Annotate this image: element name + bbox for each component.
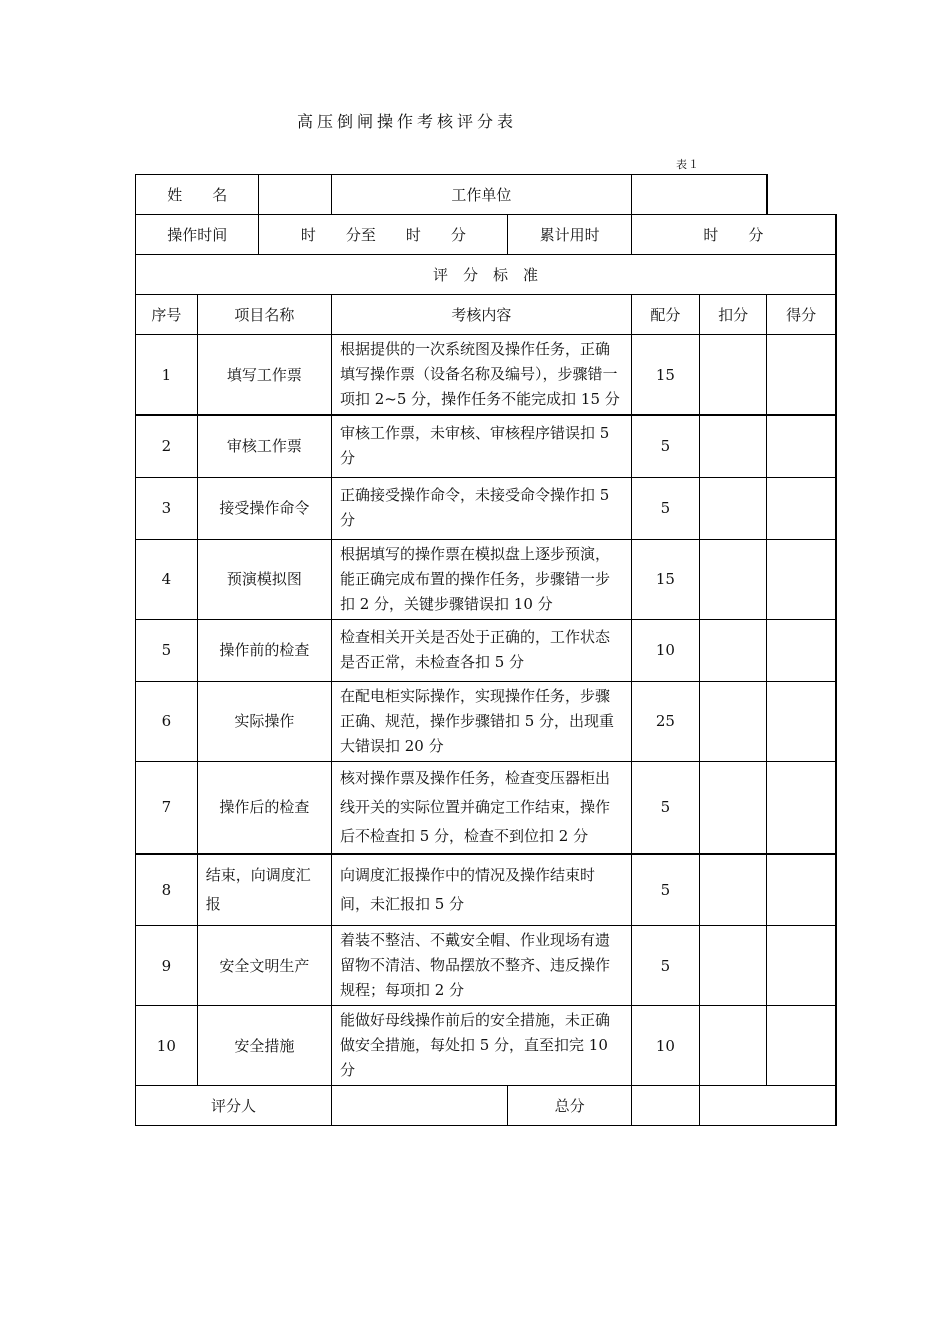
column-header-row bbox=[136, 295, 837, 335]
row-no: 2 bbox=[136, 415, 198, 477]
row-result[interactable] bbox=[767, 619, 836, 681]
row-score: 25 bbox=[631, 681, 699, 761]
unit-value-cell[interactable] bbox=[631, 175, 766, 215]
table-row bbox=[136, 1006, 837, 1086]
table-row bbox=[136, 415, 837, 477]
row-result[interactable] bbox=[767, 477, 836, 539]
row-item: 审核工作票 bbox=[197, 415, 331, 477]
table-row bbox=[136, 619, 837, 681]
row-deduct[interactable] bbox=[700, 1006, 767, 1086]
row-score: 5 bbox=[631, 477, 699, 539]
row-result[interactable] bbox=[767, 926, 836, 1006]
name-value-cell[interactable] bbox=[259, 175, 332, 215]
row-content: 审核工作票，未审核、审核程序错误扣 5 分 bbox=[331, 415, 631, 477]
row-result[interactable] bbox=[767, 539, 836, 619]
row-item: 操作前的检查 bbox=[197, 619, 331, 681]
row-score: 10 bbox=[631, 619, 699, 681]
row-content: 在配电柜实际操作，实现操作任务，步骤正确、规范，操作步骤错扣 5 分，出现重大错误扣 20 分 bbox=[331, 681, 631, 761]
row-content: 向调度汇报操作中的情况及操作结束时间，未汇报扣 5 分 bbox=[331, 854, 631, 926]
header-row-time bbox=[136, 215, 837, 255]
col-header-deduct: 扣分 bbox=[700, 295, 767, 335]
section-title-row bbox=[136, 255, 837, 295]
total-value-cell[interactable] bbox=[631, 1086, 699, 1126]
section-title: 评 分 标 准 bbox=[136, 255, 837, 295]
row-result[interactable] bbox=[767, 681, 836, 761]
total-label: 总分 bbox=[508, 1086, 631, 1126]
row-no: 9 bbox=[136, 926, 198, 1006]
op-time-value[interactable]: 时 分至 时 分 bbox=[259, 215, 508, 255]
document-number: 表１ bbox=[676, 158, 700, 171]
row-item: 操作后的检查 bbox=[197, 761, 331, 854]
row-no: 1 bbox=[136, 335, 198, 416]
row-item: 结束，向调度汇报 bbox=[197, 854, 331, 926]
footer-blank-cell[interactable] bbox=[700, 1086, 836, 1126]
row-item: 安全措施 bbox=[197, 1006, 331, 1086]
row-result[interactable] bbox=[767, 761, 836, 854]
row-deduct[interactable] bbox=[700, 761, 767, 854]
row-score: 15 bbox=[631, 335, 699, 416]
row-score: 5 bbox=[631, 926, 699, 1006]
col-header-item: 项目名称 bbox=[197, 295, 331, 335]
footer-row bbox=[136, 1086, 837, 1126]
scorer-label: 评分人 bbox=[136, 1086, 332, 1126]
row-deduct[interactable] bbox=[700, 415, 767, 477]
row-no: 7 bbox=[136, 761, 198, 854]
table-row bbox=[136, 854, 837, 926]
table-row bbox=[136, 681, 837, 761]
row-no: 8 bbox=[136, 854, 198, 926]
row-result[interactable] bbox=[767, 854, 836, 926]
table-row bbox=[136, 335, 837, 416]
row-content: 能做好母线操作前后的安全措施，未正确做安全措施，每处扣 5 分，直至扣完 10 分 bbox=[331, 1006, 631, 1086]
row-score: 5 bbox=[631, 854, 699, 926]
cum-time-value[interactable]: 时 分 bbox=[631, 215, 836, 255]
row-deduct[interactable] bbox=[700, 477, 767, 539]
op-time-label: 操作时间 bbox=[136, 215, 259, 255]
table-row bbox=[136, 926, 837, 1006]
row-item: 安全文明生产 bbox=[197, 926, 331, 1006]
table-row bbox=[136, 539, 837, 619]
row-no: 5 bbox=[136, 619, 198, 681]
row-score: 5 bbox=[631, 415, 699, 477]
row-deduct[interactable] bbox=[700, 926, 767, 1006]
row-score: 10 bbox=[631, 1006, 699, 1086]
row-score: 5 bbox=[631, 761, 699, 854]
row-content: 核对操作票及操作任务，检查变压器柜出线开关的实际位置并确定工作结束，操作后不检查扣 5 分，检查不到位扣 2 分 bbox=[331, 761, 631, 854]
row-result[interactable] bbox=[767, 1006, 836, 1086]
row-deduct[interactable] bbox=[700, 681, 767, 761]
col-header-score: 配分 bbox=[631, 295, 699, 335]
table-row bbox=[136, 477, 837, 539]
col-header-content: 考核内容 bbox=[331, 295, 631, 335]
row-item: 预演模拟图 bbox=[197, 539, 331, 619]
row-deduct[interactable] bbox=[700, 619, 767, 681]
col-header-result: 得分 bbox=[767, 295, 836, 335]
col-header-no: 序号 bbox=[136, 295, 198, 335]
row-deduct[interactable] bbox=[700, 539, 767, 619]
row-item: 实际操作 bbox=[197, 681, 331, 761]
row-deduct[interactable] bbox=[700, 335, 767, 416]
name-label: 姓 名 bbox=[136, 175, 259, 215]
document-title: 高压倒闸操作考核评分表 bbox=[296, 112, 517, 131]
scorer-value-cell[interactable] bbox=[331, 1086, 507, 1126]
table-row bbox=[136, 761, 837, 854]
cum-time-label: 累计用时 bbox=[508, 215, 631, 255]
row-item: 填写工作票 bbox=[197, 335, 331, 416]
row-content: 根据提供的一次系统图及操作任务，正确填写操作票（设备名称及编号），步骤错一项扣 2~5 分，操作任务不能完成扣 15 分 bbox=[331, 335, 631, 416]
row-deduct[interactable] bbox=[700, 854, 767, 926]
unit-label: 工作单位 bbox=[331, 175, 631, 215]
row-no: 3 bbox=[136, 477, 198, 539]
row-content: 着装不整洁、不戴安全帽、作业现场有遗留物不清洁、物品摆放不整齐、违反操作规程；每项扣 2 分 bbox=[331, 926, 631, 1006]
row-result[interactable] bbox=[767, 335, 836, 416]
row-result[interactable] bbox=[767, 415, 836, 477]
header-row-name bbox=[136, 175, 837, 215]
row-no: 10 bbox=[136, 1006, 198, 1086]
row-content: 根据填写的操作票在模拟盘上逐步预演，能正确完成布置的操作任务，步骤错一步扣 2 分，关键步骤错误扣 10 分 bbox=[331, 539, 631, 619]
row-no: 6 bbox=[136, 681, 198, 761]
row-item: 接受操作命令 bbox=[197, 477, 331, 539]
row-score: 15 bbox=[631, 539, 699, 619]
row-content: 检查相关开关是否处于正确的，工作状态是否正常，未检查各扣 5 分 bbox=[331, 619, 631, 681]
scoring-table bbox=[135, 174, 837, 1126]
row-no: 4 bbox=[136, 539, 198, 619]
row-content: 正确接受操作命令，未接受命令操作扣 5 分 bbox=[331, 477, 631, 539]
